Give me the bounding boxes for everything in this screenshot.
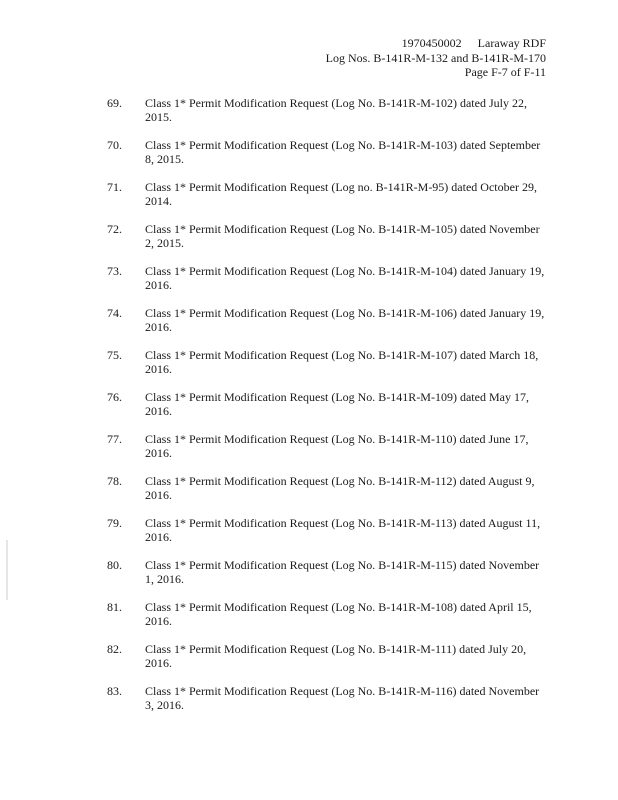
item-number: 82. — [107, 642, 122, 656]
item-number: 69. — [107, 96, 122, 110]
item-text: Class 1* Permit Modification Request (Log No. B-141R-M-112) dated August 9, 2016. — [145, 474, 535, 502]
item-text: Class 1* Permit Modification Request (Log No. B-141R-M-105) dated November 2, 2015. — [145, 222, 540, 250]
item-number: 77. — [107, 432, 122, 446]
facility-name: Laraway RDF — [477, 36, 546, 50]
item-number: 80. — [107, 558, 122, 572]
item-text: Class 1* Permit Modification Request (Log No. B-141R-M-111) dated July 20, 2016. — [145, 642, 527, 670]
item-text: Class 1* Permit Modification Request (Log No. B-141R-M-103) dated September 8, 2015. — [145, 138, 541, 166]
item-text: Class 1* Permit Modification Request (Log No. B-141R-M-102) dated July 22, 2015. — [145, 96, 527, 124]
item-number: 79. — [107, 516, 122, 530]
header-id-line — [326, 36, 546, 51]
item-text: Class 1* Permit Modification Request (Log No. B-141R-M-109) dated May 17, 2016. — [145, 390, 529, 418]
item-number: 83. — [107, 684, 122, 698]
item-text: Class 1* Permit Modification Request (Log No. B-141R-M-107) dated March 18, 2016. — [145, 348, 539, 376]
item-text: Class 1* Permit Modification Request (Log No. B-141R-M-104) dated January 19, 2016. — [145, 264, 545, 292]
document-number: 1970450002 — [401, 36, 462, 50]
item-text: Class 1* Permit Modification Request (Log No. B-141R-M-108) dated April 15, 2016. — [145, 600, 532, 628]
item-number: 71. — [107, 180, 122, 194]
scan-artifact — [6, 540, 8, 600]
item-number: 81. — [107, 600, 122, 614]
item-number: 72. — [107, 222, 122, 236]
item-text: Class 1* Permit Modification Request (Log No. B-141R-M-106) dated January 19, 2016. — [145, 306, 545, 334]
log-numbers: Log Nos. B-141R-M-132 and B-141R-M-170 — [325, 50, 546, 65]
item-number: 78. — [107, 474, 122, 488]
item-text: Class 1* Permit Modification Request (Log No. B-141R-M-113) dated August 11, 2016. — [145, 516, 541, 544]
item-number: 74. — [107, 306, 122, 320]
item-text: Class 1* Permit Modification Request (Log no. B-141R-M-95) dated October 29, 2014. — [145, 180, 537, 208]
item-number: 70. — [107, 138, 122, 152]
item-text: Class 1* Permit Modification Request (Log No. B-141R-M-116) dated November 3, 2016. — [145, 684, 540, 712]
item-text: Class 1* Permit Modification Request (Log No. B-141R-M-110) dated June 17, 2016. — [145, 432, 529, 460]
item-number: 76. — [107, 390, 122, 404]
page-header — [326, 36, 546, 80]
item-number: 75. — [107, 348, 122, 362]
item-text: Class 1* Permit Modification Request (Log No. B-141R-M-115) dated November 1, 2016. — [145, 558, 540, 586]
item-number: 73. — [107, 264, 122, 278]
page-number: Page F-7 of F-11 — [464, 65, 546, 79]
